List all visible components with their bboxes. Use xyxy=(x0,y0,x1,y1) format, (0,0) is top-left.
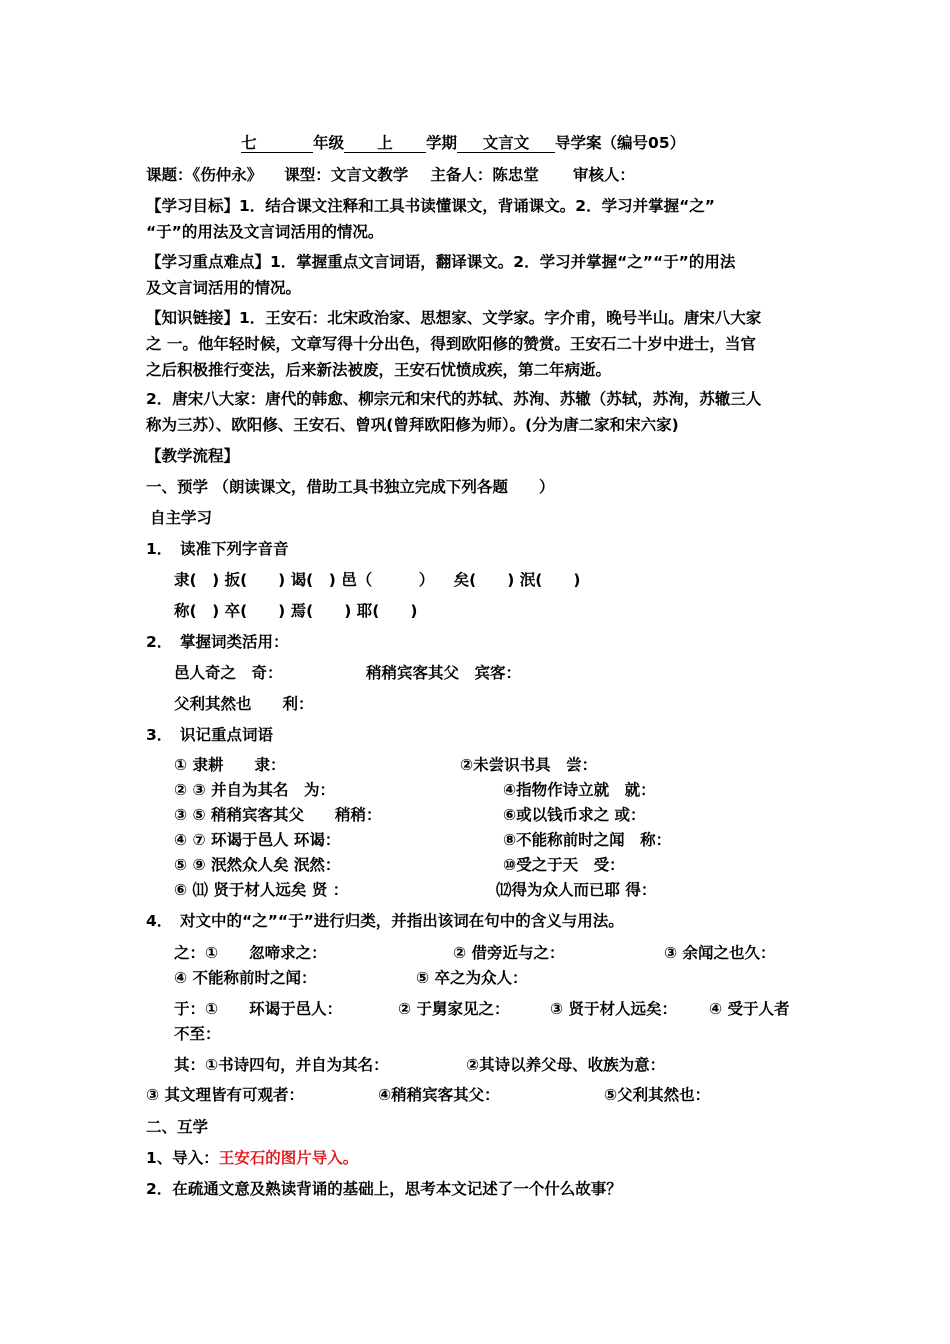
vocab-item: ③ ⑤ 稍稍宾客其父 稍稍： xyxy=(174,806,382,824)
q1-heading: 1． 读准下列字音音 xyxy=(146,540,289,558)
pinyin-item: 卒( ) xyxy=(224,602,286,620)
term-label: 学期 xyxy=(426,134,458,152)
q2-heading: 2． 掌握词类活用： xyxy=(146,633,289,651)
goals-text-1: 1．结合课文注释和工具书读懂课文，背诵课文。2．学习并掌握“之” xyxy=(239,197,715,215)
grade-value: 七 xyxy=(241,134,313,153)
reviewer-label: 审核人： xyxy=(572,166,635,184)
knowledge-line-2: 之 一。他年轻时候，文章写得十分出色，得到欧阳修的赞赏。王安石二十岁中进士，当官 xyxy=(146,335,756,353)
knowledge-line-3: 之后积极推行变法，后来新法被废，王安石忧愤成疾，第二年病逝。 xyxy=(146,361,612,379)
q3-row xyxy=(174,880,348,900)
qi-item: ②其诗以养父母、收族为意： xyxy=(466,1056,666,1074)
topic-label: 课题： xyxy=(146,166,193,184)
course-info xyxy=(146,165,635,185)
knowledge-line-4: 2．唐宋八大家：唐代的韩愈、柳宗元和宋代的苏轼、苏洵、苏辙（苏轼，苏洵，苏辙三人 xyxy=(146,390,762,408)
qi-item: ③ 其文理皆有可观者： xyxy=(146,1086,305,1104)
yu-item: ③ 贤于材人远矣： xyxy=(550,1000,678,1018)
mutual-item-2: 2．在疏通文意及熟读背诵的基础上，思考本文记述了一个什么故事？ xyxy=(146,1180,622,1198)
vocab-item: ① 隶耕 隶： xyxy=(174,756,286,774)
q3-row xyxy=(503,805,646,825)
qi-item: ⑤父利其然也： xyxy=(604,1086,711,1104)
q3-row xyxy=(174,855,340,875)
q1-row-a xyxy=(174,570,580,590)
pinyin-item: 邑（ ） xyxy=(341,571,435,589)
q4-heading: 4． 对文中的“之”“于”进行归类，并指出该词在句中的含义与用法。 xyxy=(146,912,624,930)
goals-line-1 xyxy=(146,196,715,216)
keypoints-line-1 xyxy=(146,252,735,272)
pinyin-item: 矣( ) xyxy=(453,571,515,589)
vocab-item: ④ ⑦ 环谒于邑人 环谒： xyxy=(174,831,341,849)
q3-row xyxy=(496,880,656,900)
page-title xyxy=(241,133,685,153)
keypoints-line-2: 及文言词活用的情况。 xyxy=(146,279,302,297)
q3-row xyxy=(503,780,656,800)
q3-row xyxy=(174,830,340,850)
q3-row xyxy=(503,830,671,850)
zhi-item: 之：① 忽啼求之： xyxy=(174,944,327,962)
type-value: 文言文教学 xyxy=(330,166,409,184)
zhi-item: ④ 不能称前时之闻： xyxy=(174,969,317,987)
zhi-item: ③ 余闻之也久： xyxy=(664,944,776,962)
q2-item-1: 邑人奇之 奇： xyxy=(174,664,283,682)
yu-item: ④ 受于人者 xyxy=(709,1000,790,1018)
vocab-item: ② ③ 并自为其名 为： xyxy=(174,781,336,799)
pinyin-item: 称( ) xyxy=(174,602,220,620)
yu-item: ② 于舅家见之： xyxy=(398,1000,510,1018)
pinyin-item: 隶( ) xyxy=(174,571,220,589)
case-label: 导学案（编号05） xyxy=(555,134,686,152)
vocab-item: ⑥或以钱币求之 或： xyxy=(503,806,646,824)
keypoints-text-1: 1．掌握重点文言词语，翻译课文。2．学习并掌握“之”“于”的用法 xyxy=(270,253,736,271)
grade-label: 年级 xyxy=(313,134,345,152)
vocab-item: ④指物作诗立就 就： xyxy=(503,781,656,799)
qi-item: 其：①书诗四句，并自为其名： xyxy=(174,1056,389,1074)
pinyin-item: 扳( ) xyxy=(224,571,286,589)
vocab-item: ②未尝识书具 尝： xyxy=(460,756,598,774)
q3-row xyxy=(503,855,625,875)
q2-item-3: 父利其然也 利： xyxy=(174,695,314,713)
qi-item: ④稍稍宾客其父： xyxy=(378,1086,500,1104)
q1-row-b xyxy=(174,601,417,621)
preparer-label: 主备人： xyxy=(430,166,493,184)
q3-row xyxy=(174,805,382,825)
goals-label: 【学习目标】 xyxy=(146,197,240,215)
zhi-item: ② 借旁近与之： xyxy=(453,944,565,962)
self-study-heading: 自主学习 xyxy=(150,509,213,527)
q3-heading: 3． 识记重点词语 xyxy=(146,726,274,744)
pinyin-item: 泯( ) xyxy=(519,571,581,589)
pinyin-item: 耶( ) xyxy=(356,602,418,620)
preparer-value: 陈忠堂 xyxy=(492,166,539,184)
knowledge-text-1: 1．王安石：北宋政治家、思想家、文学家。字介甫，晚号半山。唐宋八大家 xyxy=(239,309,762,327)
topic-value: 《伤仲永》 xyxy=(192,166,263,184)
mutual-item-1 xyxy=(146,1148,358,1168)
flow-label: 【教学流程】 xyxy=(146,447,240,465)
pinyin-item: 谒( ) xyxy=(290,571,336,589)
intro-highlight: 王安石的图片导入。 xyxy=(218,1149,359,1167)
intro-label: 1、导入： xyxy=(146,1149,219,1167)
q3-row xyxy=(460,755,597,775)
knowledge-label: 【知识链接】 xyxy=(146,309,240,327)
keypoints-label: 【学习重点难点】 xyxy=(146,253,271,271)
vocab-item: ⑥ ⑾ 贤于材人远矣 贤 ： xyxy=(174,881,349,899)
q3-row xyxy=(174,780,335,800)
vocab-item: ⑿得为众人而已耶 得： xyxy=(496,881,657,899)
yu-item: 于：① 环谒于邑人： xyxy=(174,1000,343,1018)
vocab-item: ⑧不能称前时之闻 称： xyxy=(503,831,672,849)
vocab-item: ⑩受之于天 受： xyxy=(503,856,625,874)
zhi-item: ⑤ 卒之为众人： xyxy=(416,969,528,987)
knowledge-line-5: 称为三苏）、欧阳修、王安石、曾巩(曾拜欧阳修为师）。(分为唐二家和宋六家) xyxy=(146,416,679,434)
type-label: 课型： xyxy=(284,166,331,184)
knowledge-line-1 xyxy=(146,308,761,328)
q2-item-2: 稍稍宾客其父 宾客： xyxy=(366,664,522,682)
yu-item: 不至： xyxy=(174,1025,221,1043)
vocab-item: ⑤ ⑨ 泯然众人矣 泯然： xyxy=(174,856,341,874)
goals-line-2: “于”的用法及文言词活用的情况。 xyxy=(146,223,384,241)
q3-row xyxy=(174,755,286,775)
mutual-heading: 二、互学 xyxy=(146,1118,209,1136)
pinyin-item: 焉( ) xyxy=(290,602,352,620)
subject-value: 文言文 xyxy=(457,134,555,153)
prelearn-heading: 一、预学 （朗读课文，借助工具书独立完成下列各题 ） xyxy=(146,478,555,496)
term-value: 上 xyxy=(344,134,426,153)
